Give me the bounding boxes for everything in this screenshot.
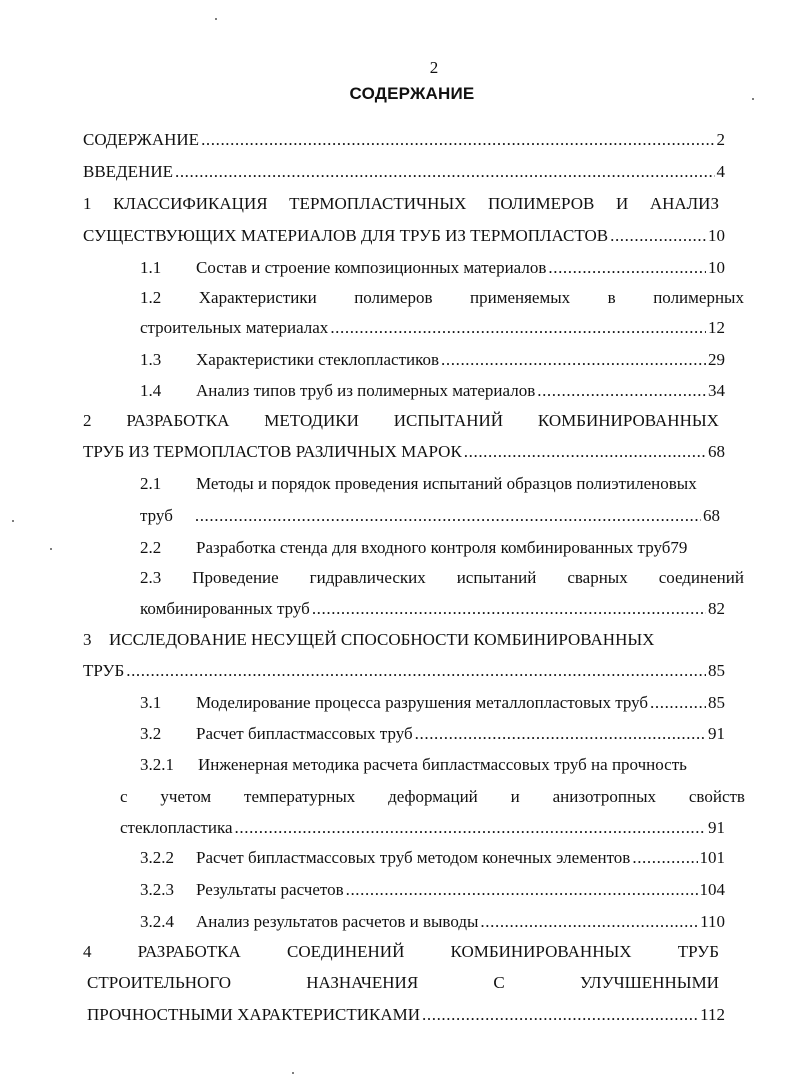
section-number: 3.2.4 — [140, 912, 174, 931]
toc-chapter-2-line1[interactable] — [83, 410, 719, 432]
toc-word: сварных — [567, 568, 628, 587]
toc-page-number: 34 — [708, 381, 725, 400]
toc-word: Проведение — [192, 568, 279, 587]
section-number: 2.3 — [140, 568, 162, 587]
toc-entry-text: Инженерная методика расчета бипластмассовых труб на прочность — [198, 755, 687, 774]
toc-section-1-4[interactable] — [140, 380, 725, 402]
toc-word: применяемых — [470, 288, 571, 307]
scan-speck — [752, 98, 754, 100]
toc-section-2-3-line2[interactable] — [140, 598, 725, 620]
dot-leader — [650, 692, 706, 714]
toc-entry-text: Разработка стенда для входного контроля комбинированных труб79 — [196, 538, 688, 557]
section-number: 1.2 — [140, 288, 162, 307]
toc-section-3-2-4[interactable] — [140, 911, 725, 933]
dot-leader — [610, 225, 706, 247]
toc-page-number: 91 — [708, 724, 725, 743]
toc-entry-text: ВВЕДЕНИЕ — [83, 162, 173, 181]
toc-chapter-4-line1[interactable] — [83, 941, 719, 963]
section-number: 3.2.1 — [140, 755, 174, 774]
dot-leader — [464, 441, 706, 463]
scan-speck — [50, 548, 52, 550]
page-title: СОДЕРЖАНИЕ — [349, 84, 475, 103]
toc-word: в — [607, 288, 616, 307]
toc-entry-text: ТРУБ ИЗ ТЕРМОПЛАСТОВ РАЗЛИЧНЫХ МАРОК — [83, 442, 462, 461]
toc-entry-text: СУЩЕСТВУЮЩИХ МАТЕРИАЛОВ ДЛЯ ТРУБ ИЗ ТЕРМОПЛАСТОВ — [83, 226, 609, 245]
toc-word: гидравлических — [309, 568, 426, 587]
toc-word: учетом — [160, 787, 212, 806]
toc-word: КОМБИНИРОВАННЫХ — [537, 411, 719, 430]
toc-entry-text: СОДЕРЖАНИЕ — [83, 130, 200, 149]
dot-leader — [175, 161, 715, 183]
toc-section-3-2-1-line2[interactable] — [120, 786, 745, 808]
toc-section-3-2-1-line1[interactable] — [140, 754, 750, 776]
toc-section-1-2-line1[interactable] — [140, 287, 744, 309]
toc-page-number: 29 — [708, 350, 725, 369]
toc-chapter-1-line2[interactable] — [83, 225, 725, 247]
toc-entry-text: Расчет бипластмассовых труб — [196, 724, 413, 743]
toc-chapter-3-line2[interactable] — [83, 660, 725, 682]
toc-section-1-2-line2[interactable] — [140, 317, 725, 339]
toc-entry-text: ИССЛЕДОВАНИЕ НЕСУЩЕЙ СПОСОБНОСТИ КОМБИНИРОВАННЫХ — [109, 630, 655, 649]
toc-section-2-2[interactable] — [140, 537, 740, 559]
toc-page-number: 68 — [708, 442, 725, 461]
toc-entry-text: Состав и строение композиционных материалов — [196, 258, 547, 277]
toc-page-number: 2 — [716, 130, 725, 149]
toc-word: КЛАССИФИКАЦИЯ — [113, 194, 268, 213]
toc-section-2-1-line2[interactable] — [140, 505, 720, 527]
section-number: 3.2.3 — [140, 880, 174, 899]
dot-leader — [415, 723, 706, 745]
section-number: 1.1 — [140, 258, 162, 277]
dot-leader — [548, 257, 706, 279]
dot-leader — [195, 505, 701, 527]
dot-leader — [632, 847, 697, 869]
toc-entry-text: строительных материалах — [140, 318, 329, 337]
toc-section-3-2-2[interactable] — [140, 847, 725, 869]
toc-word: испытаний — [456, 568, 537, 587]
toc-chapter-2-line2[interactable] — [83, 441, 725, 463]
toc-word: ПОЛИМЕРОВ — [488, 194, 595, 213]
toc-entry-text: ПРОЧНОСТНЫМИ ХАРАКТЕРИСТИКАМИ — [87, 1005, 421, 1024]
toc-word: свойств — [688, 787, 745, 806]
toc-page-number: 91 — [708, 818, 725, 837]
toc-chapter-4-line2[interactable] — [87, 972, 719, 994]
toc-word: СОЕДИНЕНИЙ — [286, 942, 405, 961]
section-number: 1.3 — [140, 350, 162, 369]
toc-entry-intro[interactable] — [83, 161, 725, 183]
dot-leader — [441, 349, 706, 371]
toc-page-number: 12 — [708, 318, 725, 337]
section-number: 2.2 — [140, 538, 162, 557]
toc-word: ИСПЫТАНИЙ — [393, 411, 504, 430]
toc-entry-text: труб — [140, 506, 173, 525]
toc-word: соединений — [658, 568, 744, 587]
toc-entry-text: Результаты расчетов — [196, 880, 344, 899]
toc-word: СТРОИТЕЛЬНОГО — [87, 973, 232, 992]
toc-entry-contents[interactable] — [83, 129, 725, 151]
dot-leader — [480, 911, 698, 933]
toc-entry-text: Моделирование процесса разрушения металлопластовых труб — [196, 693, 649, 712]
toc-entry-text: стеклопластика — [120, 818, 233, 837]
toc-page-number: 110 — [700, 912, 725, 931]
dot-leader — [422, 1004, 698, 1026]
toc-word: и — [510, 787, 520, 806]
toc-section-3-2-3[interactable] — [140, 879, 725, 901]
scan-speck — [12, 520, 14, 522]
dot-leader — [537, 380, 706, 402]
toc-section-2-1-line1[interactable] — [140, 473, 745, 495]
toc-page-number: 68 — [703, 506, 720, 525]
toc-page-number: 85 — [708, 693, 725, 712]
toc-word: АНАЛИЗ — [649, 194, 719, 213]
toc-word: И — [615, 194, 629, 213]
toc-section-3-2-1-line3[interactable] — [120, 817, 725, 839]
dot-leader — [201, 129, 714, 151]
toc-entry-text: Анализ типов труб из полимерных материалов — [196, 381, 536, 400]
toc-chapter-3-line1[interactable] — [83, 629, 723, 651]
toc-page-number: 104 — [699, 880, 725, 899]
section-number: 2.1 — [140, 474, 162, 493]
toc-word: МЕТОДИКИ — [264, 411, 359, 430]
toc-entry-text: Анализ результатов расчетов и выводы — [196, 912, 479, 931]
toc-entry-text: Методы и порядок проведения испытаний образцов полиэтиленовых — [196, 474, 697, 493]
scan-speck — [292, 1072, 294, 1074]
toc-word: анизотропных — [552, 787, 657, 806]
toc-section-2-3-line1[interactable] — [140, 567, 744, 589]
page-number: 2 — [429, 58, 439, 77]
toc-chapter-1-line1[interactable] — [83, 193, 719, 215]
toc-word: деформаций — [388, 787, 478, 806]
toc-section-1-3[interactable] — [140, 349, 725, 371]
toc-word: ТРУБ — [677, 942, 719, 961]
toc-page-number: 10 — [708, 226, 725, 245]
section-number: 3.2.2 — [140, 848, 174, 867]
toc-word: полимерных — [653, 288, 744, 307]
toc-section-3-2[interactable] — [140, 723, 725, 745]
section-number: 3.1 — [140, 693, 162, 712]
dot-leader — [235, 817, 706, 839]
toc-page-number: 4 — [716, 162, 725, 181]
toc-page-number: 85 — [708, 661, 725, 680]
toc-page-number: 112 — [700, 1005, 725, 1024]
dot-leader — [330, 317, 706, 339]
toc-entry-text: Характеристики стеклопластиков — [196, 350, 440, 369]
toc-entry-text: комбинированных труб — [140, 599, 310, 618]
chapter-number: 4 — [83, 942, 92, 961]
toc-word: КОМБИНИРОВАННЫХ — [450, 942, 632, 961]
toc-word: Характеристики — [198, 288, 317, 307]
toc-page-number: 82 — [708, 599, 725, 618]
dot-leader — [126, 660, 706, 682]
toc-section-1-1[interactable] — [140, 257, 725, 279]
toc-word: полимеров — [354, 288, 433, 307]
chapter-number: 2 — [83, 411, 92, 430]
dot-leader — [346, 879, 698, 901]
toc-word: НАЗНАЧЕНИЯ — [306, 973, 419, 992]
chapter-number: 3 — [83, 630, 92, 649]
dot-leader — [312, 598, 706, 620]
toc-page-number: 10 — [708, 258, 725, 277]
chapter-number: 1 — [83, 194, 92, 213]
section-number: 1.4 — [140, 381, 162, 400]
toc-word: ТЕРМОПЛАСТИЧНЫХ — [289, 194, 467, 213]
toc-word: УЛУЧШЕННЫМИ — [579, 973, 719, 992]
toc-chapter-4-line3[interactable] — [87, 1004, 725, 1026]
toc-word: С — [493, 973, 505, 992]
toc-section-3-1[interactable] — [140, 692, 725, 714]
toc-page-number: 101 — [699, 848, 725, 867]
scan-speck — [215, 18, 217, 20]
section-number: 3.2 — [140, 724, 162, 743]
toc-word: РАЗРАБОТКА — [137, 942, 241, 961]
toc-word: с — [120, 787, 128, 806]
toc-entry-text: ТРУБ — [83, 661, 125, 680]
toc-word: температурных — [244, 787, 356, 806]
toc-word: РАЗРАБОТКА — [126, 411, 230, 430]
toc-entry-text: Расчет бипластмассовых труб методом конечных элементов — [196, 848, 631, 867]
